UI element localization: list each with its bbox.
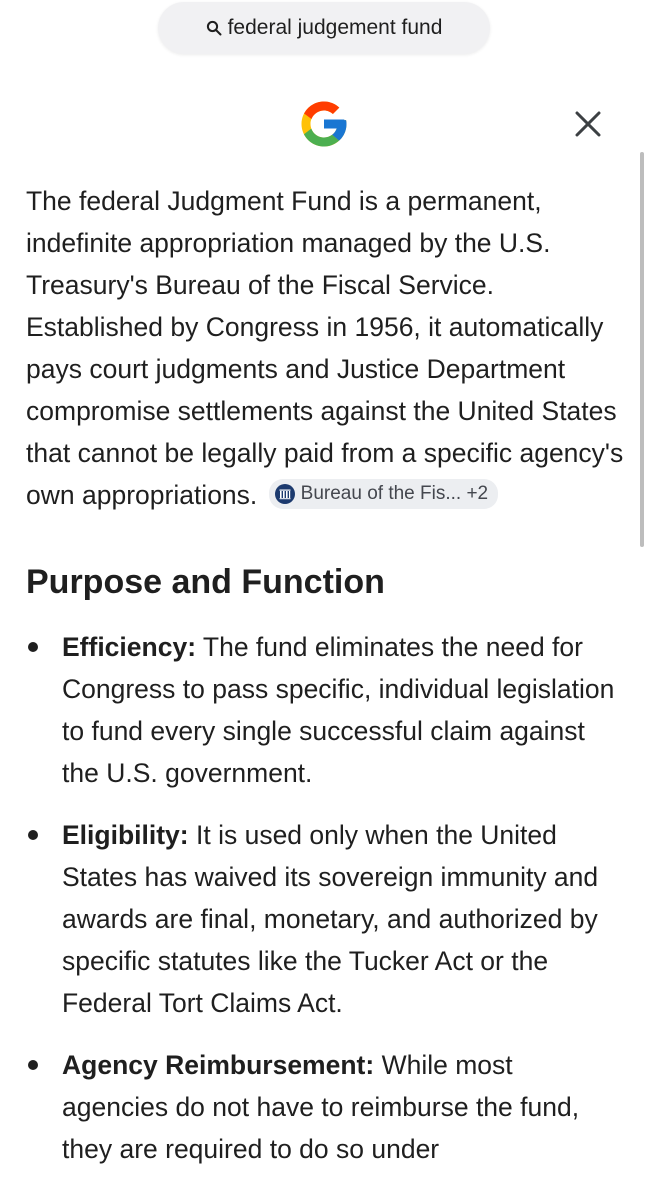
bullet-item-eligibility bbox=[26, 814, 626, 1024]
bullet-term: Eligibility: bbox=[62, 820, 189, 850]
close-icon bbox=[574, 110, 602, 143]
source-chip[interactable] bbox=[269, 479, 498, 509]
bullet-dot bbox=[28, 642, 38, 652]
section-heading: Purpose and Function bbox=[26, 563, 385, 601]
bullet-item-efficiency bbox=[26, 626, 626, 794]
bullet-list bbox=[26, 626, 626, 1170]
bullet-dot bbox=[28, 1060, 38, 1070]
bullet-text: It is used only when the United States has waived its sovereign immunity and awards are final, monetary, and authorized by specific statutes like the Tucker Act or the Federal Tort Claims Act. bbox=[62, 820, 599, 1018]
bullet-text: While most agencies do not have to reimburse the fund, they are required to do so under bbox=[62, 1050, 580, 1164]
bullet-item-agency-reimbursement bbox=[26, 1044, 626, 1170]
search-query-text: federal judgement fund bbox=[227, 16, 443, 39]
treasury-seal-icon bbox=[275, 484, 295, 504]
search-query-pill[interactable] bbox=[158, 2, 490, 54]
google-logo-icon bbox=[297, 97, 351, 151]
bullet-term: Agency Reimbursement: bbox=[62, 1050, 375, 1080]
scrollbar[interactable] bbox=[640, 152, 644, 547]
source-chip-label: Bureau of the Fis... +2 bbox=[300, 483, 489, 504]
bullet-text: The fund eliminates the need for Congress to pass specific, individual legislation to fund every single successful claim against the U.S. government. bbox=[62, 632, 615, 788]
bullet-term: Efficiency: bbox=[62, 632, 197, 662]
ai-overview-content bbox=[26, 180, 626, 1190]
close-button[interactable] bbox=[568, 106, 608, 146]
search-icon bbox=[206, 20, 222, 36]
overview-text: The federal Judgment Fund is a permanent, indefinite appropriation managed by the U.S. Treasury's Bureau of the Fiscal Service. Established by Congress in 1956, it automatically pays court judgments and Justice Department compromise settlements against the United States that cannot be legally paid from a specific agency's own appropriations. bbox=[26, 186, 624, 510]
bullet-dot bbox=[28, 830, 38, 840]
overview-paragraph bbox=[26, 180, 626, 516]
